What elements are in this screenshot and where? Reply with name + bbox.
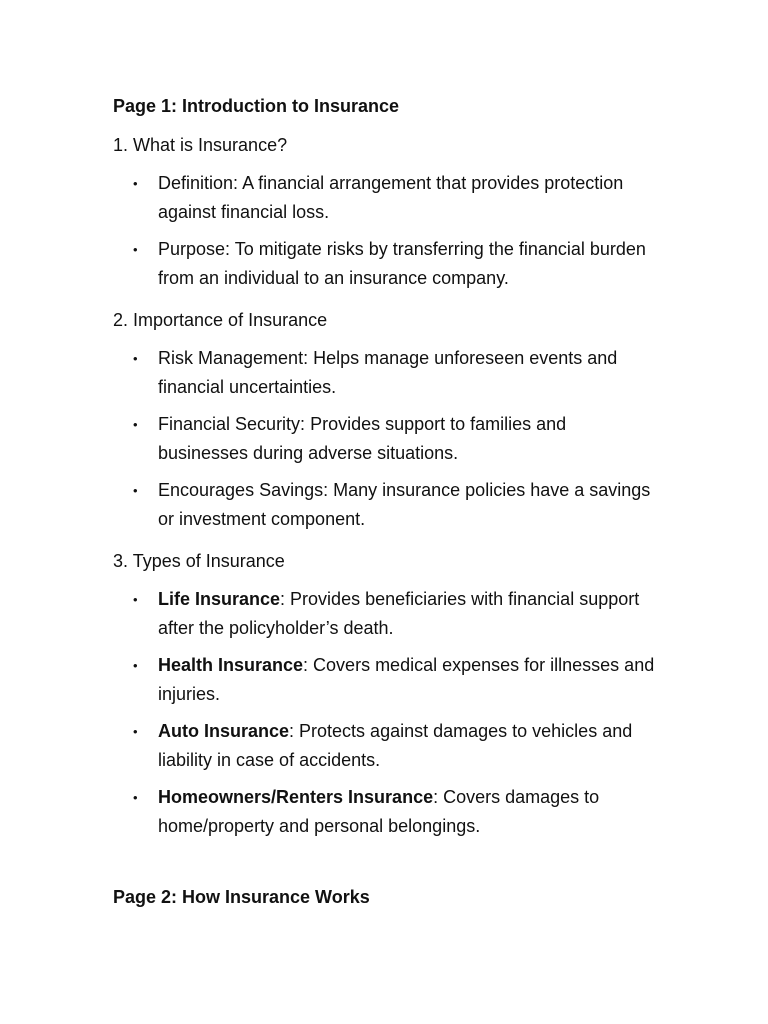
bullet-icon: • bbox=[133, 242, 138, 257]
item-text: To mitigate risks by transferring the financial burden from an individual to an insurance company. bbox=[158, 239, 646, 288]
bullet-icon: • bbox=[133, 790, 138, 805]
item-lead: Encourages Savings: bbox=[158, 480, 334, 500]
page-2-heading: Page 2: How Insurance Works bbox=[113, 887, 370, 907]
bullet-icon: • bbox=[133, 351, 138, 366]
item-text: : Covers damages to home/property and personal belongings. bbox=[158, 787, 600, 836]
bullet-list-what-is-insurance bbox=[113, 169, 658, 293]
document-body bbox=[113, 94, 658, 909]
item-lead: Risk Management: bbox=[158, 348, 314, 368]
item-text: : Protects against damages to vehicles and liability in case of accidents. bbox=[158, 721, 633, 770]
item-term: Auto Insurance bbox=[158, 721, 290, 741]
section-title-importance-of-insurance: 2. Importance of Insurance bbox=[113, 310, 328, 330]
item-lead: Definition: bbox=[158, 173, 243, 193]
item-text: Many insurance policies have a savings or investment component. bbox=[158, 480, 651, 529]
item-text: Provides support to families and businesses during adverse situations. bbox=[158, 414, 567, 463]
bullet-icon: • bbox=[133, 592, 138, 607]
list-item bbox=[113, 344, 658, 402]
bullet-icon: • bbox=[133, 176, 138, 191]
list-item bbox=[113, 651, 658, 709]
list-item bbox=[113, 783, 658, 841]
list-item bbox=[113, 410, 658, 468]
list-item bbox=[113, 235, 658, 293]
bullet-icon: • bbox=[133, 658, 138, 673]
bullet-list-types-of-insurance bbox=[113, 585, 658, 841]
item-lead: Financial Security: bbox=[158, 414, 311, 434]
bullet-icon: • bbox=[133, 483, 138, 498]
page-1-heading: Page 1: Introduction to Insurance bbox=[113, 96, 400, 116]
bullet-list-importance-of-insurance bbox=[113, 344, 658, 534]
item-term: Health Insurance bbox=[158, 655, 304, 675]
bullet-icon: • bbox=[133, 417, 138, 432]
section-title-types-of-insurance: 3. Types of Insurance bbox=[113, 551, 285, 571]
section-title-what-is-insurance: 1. What is Insurance? bbox=[113, 135, 288, 155]
list-item bbox=[113, 476, 658, 534]
item-lead: Purpose: bbox=[158, 239, 235, 259]
item-term: Homeowners/Renters Insurance bbox=[158, 787, 434, 807]
list-item bbox=[113, 169, 658, 227]
list-item bbox=[113, 717, 658, 775]
bullet-icon: • bbox=[133, 724, 138, 739]
list-item bbox=[113, 585, 658, 643]
item-term: Life Insurance bbox=[158, 589, 281, 609]
item-text: Helps manage unforeseen events and financial uncertainties. bbox=[158, 348, 618, 397]
item-text: : Provides beneficiaries with financial support after the policyholder’s death. bbox=[158, 589, 640, 638]
item-text: A financial arrangement that provides protection against financial loss. bbox=[158, 173, 624, 222]
item-text: : Covers medical expenses for illnesses and injuries. bbox=[158, 655, 655, 704]
